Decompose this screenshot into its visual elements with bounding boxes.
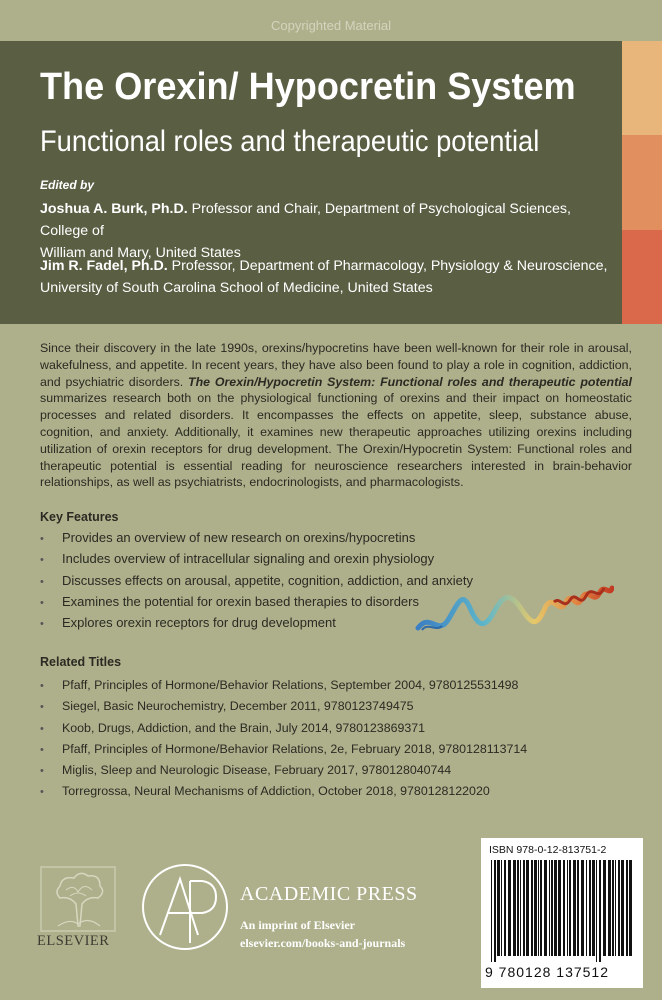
- watermark: Copyrighted Material: [271, 18, 391, 33]
- barcode-bar: [534, 860, 537, 956]
- elsevier-wordmark: ELSEVIER: [37, 933, 110, 949]
- barcode-bar: [491, 860, 492, 962]
- barcode-bar: [612, 860, 614, 956]
- description-part2: summarizes research both on the physiological functioning of orexins and their impact on homeostatic processes and related disorders. It encompasses the effects on appetite, sleep, substance abuse, cognition, and anxiety. Additionally, it examines new therapeutic approaches utilizing orexins including utilization of orexin receptors for drug development. The Orexin/Hypocretin System: Functional roles and therapeutic potential is essential reading for neuroscience researchers interested in brain-behavior relationships, as well as psychiatrists, endocrinologists, and pharmacologists.: [40, 391, 632, 490]
- editor-2: [40, 255, 610, 299]
- header-band: [0, 41, 622, 324]
- academic-press-name: ACADEMIC PRESS: [240, 883, 418, 905]
- barcode-bar: [494, 860, 496, 962]
- list-item: • Miglis, Sleep and Neurologic Disease, February 2017, 9780128040744: [40, 760, 600, 781]
- description-part1: Since their discovery in the late 1990s, orexins/hypocretins have been well-known for their role in arousal, wakefulness, and appetite. In recent years, they have also been found to play a role in cognition, addiction, and psychiatric disorders.: [40, 341, 632, 389]
- barcode-bar: [551, 860, 553, 956]
- barcode-bar: [586, 860, 587, 956]
- key-features-list: [40, 527, 473, 633]
- barcode-bar: [608, 860, 611, 956]
- bullet-icon: •: [40, 743, 44, 756]
- barcode-bar: [549, 860, 550, 956]
- barcode-bar: [589, 860, 591, 956]
- stripe-1: [622, 41, 662, 135]
- barcode-bar: [523, 860, 525, 956]
- barcode-bar: [558, 860, 561, 956]
- barcode-bar: [569, 860, 571, 956]
- barcode-bar: [596, 860, 597, 962]
- book-subtitle: Functional roles and therapeutic potential: [40, 125, 540, 158]
- barcode-bar: [577, 860, 579, 956]
- bullet-icon: •: [40, 765, 44, 778]
- stripe-3: [622, 230, 662, 324]
- barcode-bar: [573, 860, 576, 956]
- related-titles-list: [40, 675, 600, 803]
- editor-1-line1: Professor and Chair, Department of Psychological Sciences, College of: [40, 201, 571, 239]
- barcode-bar: [520, 860, 521, 956]
- barcode-bar: [621, 860, 624, 956]
- list-item: • Explores orexin receptors for drug development: [40, 612, 460, 633]
- publisher-url: elsevier.com/books-and-journals: [240, 936, 406, 950]
- bullet-icon: •: [40, 533, 44, 545]
- bullet-icon: •: [40, 554, 44, 567]
- bullet-icon: •: [40, 722, 44, 735]
- editor-1-name: Joshua A. Burk, Ph.D.: [40, 201, 188, 217]
- bullet-icon: •: [40, 680, 44, 692]
- barcode-bars: [491, 860, 633, 962]
- barcode-bar: [554, 860, 557, 956]
- barcode-bar: [615, 860, 616, 956]
- barcode-bar: [581, 860, 584, 956]
- academic-press-logo: [140, 861, 230, 953]
- imprint-text: An imprint of Elsevier: [240, 918, 355, 932]
- book-title: The Orexin/ Hypocretin System: [40, 66, 576, 108]
- list-item: • Koob, Drugs, Addiction, and the Brain, July 2014, 9780123869371: [40, 718, 600, 739]
- bullet-icon: •: [40, 618, 44, 631]
- list-item: • Torregrossa, Neural Mechanisms of Addiction, October 2018, 9780128122020: [40, 781, 600, 802]
- barcode-bar: [517, 860, 519, 956]
- bullet-icon: •: [40, 575, 44, 588]
- barcode-bar: [540, 860, 542, 956]
- barcode-bar: [592, 860, 595, 956]
- elsevier-tree-logo: [40, 866, 116, 932]
- barcode-bar: [629, 860, 632, 956]
- bullet-icon: •: [40, 701, 44, 714]
- book-description: [40, 340, 632, 491]
- barcode-bar: [504, 860, 506, 956]
- stripe-2: [622, 135, 662, 229]
- protein-ribbon-icon: [414, 572, 614, 644]
- list-item: • Pfaff, Principles of Hormone/Behavior Relations, 2e, February 2018, 9780128113714: [40, 739, 600, 760]
- barcode-bar: [603, 860, 606, 956]
- editor-2-line2: University of South Carolina School of Medicine, United States: [40, 280, 433, 296]
- editor-2-line1: Professor, Department of Pharmacology, Physiology & Neuroscience,: [167, 258, 608, 274]
- barcode-bar: [626, 860, 628, 956]
- barcode-bar: [497, 860, 500, 956]
- barcode-bar: [531, 860, 533, 956]
- editor-2-name: Jim R. Fadel, Ph.D.: [40, 258, 168, 274]
- barcode-number: 9 780128 137512: [485, 964, 609, 980]
- color-stripes: [622, 41, 662, 324]
- related-titles-heading: Related Titles: [40, 655, 122, 669]
- edited-by-label: Edited by: [40, 178, 95, 192]
- bullet-icon: •: [40, 786, 44, 799]
- barcode-bar: [567, 860, 568, 956]
- barcode-bar: [544, 860, 547, 956]
- barcode-bar: [618, 860, 620, 956]
- list-item: • Provides an overview of new research on orexins/hypocretins: [40, 527, 460, 548]
- key-features-heading: Key Features: [40, 510, 119, 524]
- bullet-icon: •: [40, 596, 44, 609]
- list-item: • Discusses effects on arousal, appetite, cognition, addiction, and anxiety: [40, 570, 460, 591]
- barcode-bar: [526, 860, 529, 956]
- barcode-box: [481, 838, 643, 988]
- description-title: The Orexin/Hypocretin System: Functional roles and therapeutic potential: [188, 374, 632, 389]
- barcode-bar: [538, 860, 539, 956]
- list-item: • Examines the potential for orexin based therapies to disorders: [40, 591, 460, 612]
- isbn-label: ISBN 978-0-12-813751-2: [489, 844, 607, 856]
- barcode-bar: [563, 860, 565, 956]
- editor-1-line2: William and Mary, United States: [40, 245, 241, 261]
- list-item: • Pfaff, Principles of Hormone/Behavior Relations, September 2004, 9780125531498: [40, 675, 600, 696]
- barcode-bar: [599, 860, 601, 962]
- barcode-bar: [513, 860, 516, 956]
- barcode-bar: [501, 860, 502, 956]
- barcode-bar: [508, 860, 511, 956]
- list-item: • Siegel, Basic Neurochemistry, December 2011, 9780123749475: [40, 696, 600, 717]
- list-item: • Includes overview of intracellular signaling and orexin physiology: [40, 548, 460, 569]
